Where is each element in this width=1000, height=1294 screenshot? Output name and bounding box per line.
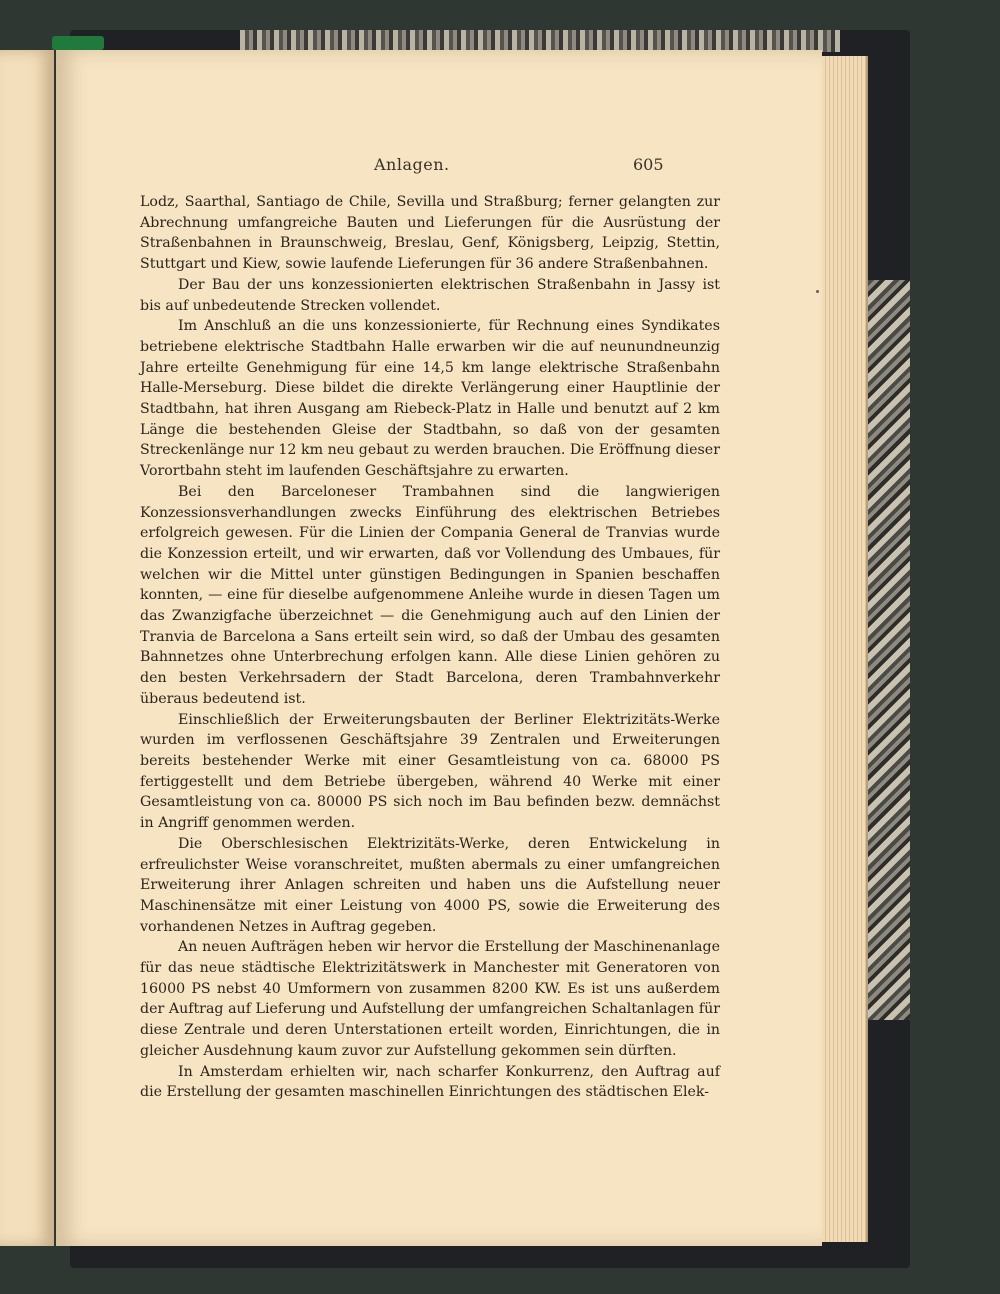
page-number: 605 [633, 155, 664, 174]
paragraph-2: Der Bau der uns konzessionierten elektrischen Straßenbahn in Jassy ist bis auf unbedeutende Strecken vollendet. [140, 276, 720, 314]
page-speck [816, 290, 819, 293]
paragraph-8: In Amsterdam erhielten wir, nach scharfer Konkurrenz, den Auftrag auf die Erstellung der gesamten maschinellen Einrichtungen des städtischen Elek- [140, 1063, 720, 1101]
left-page [0, 50, 54, 1246]
paragraph-1: Lodz, Saarthal, Santiago de Chile, Sevilla und Straßburg; ferner gelangten zur Abrechnung umfangreiche Bauten und Lieferungen für die Ausrüstung der Straßenbahnen in Braunschweig, Breslau, Genf, Königsberg, Leipzig, Stettin, Stuttgart und Kiew, sowie laufende Lieferungen für 36 andere Straßenbahnen. [140, 194, 720, 273]
paragraph-3: Im Anschluß an die uns konzessionierte, für Rechnung eines Syndikates betriebene elektrische Stadtbahn Halle erwarben wir die auf neunundneunzig Jahre erteilte Genehmigung für eine 14,5 km lange elektrische Straßenbahn Halle-Merseburg. Diese bildet die direkte Verlängerung einer Hauptlinie der Stadtbahn, hat ihren Ausgang am Riebeck-Platz in Halle und benutzt auf 2 km Länge die bestehenden Gleise der Stadtbahn, so daß von der gesamten Streckenlänge nur 12 km neu gebaut zu werden brauchen. Die Eröffnung dieser Vorortbahn steht im laufenden Geschäftsjahre zu erwarten. [140, 318, 720, 480]
paragraph-5: Einschließlich der Erweiterungsbauten der Berliner Elektrizitäts-Werke wurden im verflossenen Geschäftsjahre 39 Zentralen und Erweiterungen bereits bestehender Werke mit einer Gesamtleistung von ca. 68000 PS fertiggestellt und dem Betriebe übergeben, während 40 Werke mit einer Gesamtleistung von ca. 80000 PS sich noch im Bau befinden bezw. demnächst in Angriff genommen werden. [140, 711, 720, 832]
bookmark-ribbon [52, 36, 104, 50]
paragraph-7: An neuen Aufträgen heben wir hervor die Erstellung der Maschinenanlage für das neue städtische Elektrizitätswerk in Manchester mit Generatoren von 16000 PS nebst 40 Umformern von zusammen 8200 KW. Es ist uns außerdem der Auftrag auf Lieferung und Aufstellung der umfangreichen Schaltanlagen für diese Zentrale und deren Unterstationen erteilt worden, Einrichtungen, die in gleicher Ausdehnung kaum zuvor zur Aufstellung gekommen sein dürften. [140, 939, 720, 1059]
book-page [56, 50, 822, 1246]
cover-marble-top [240, 30, 840, 52]
running-title: Anlagen. [374, 155, 450, 174]
page-edges [818, 56, 868, 1242]
paragraph-4: Bei den Barceloneser Trambahnen sind die langwierigen Konzessionsverhandlungen zwecks Einführung des elektrischen Betriebes erfolgreich gewesen. Für die Linien der Compania General de Tranvias wurde die Konzession erteilt, und wir erwarten, daß vor Vollendung des Umbaues, für welchen wir die Mittel unter günstigen Bedingungen in Spanien beschaffen konnten, — eine für dieselbe aufgenommene Anleihe wurde in diesen Tagen um das Zwanzigfache überzeichnet — die Genehmigung auch auf den Linien der Tranvia de Barcelona a Sans erteilt sein wird, so daß der Umbau des gesamten Bahnnetzes ohne Unterbrechung erfolgen kann. Alle diese Linien gehören zu den besten Verkehrsadern der Stadt Barcelona, deren Trambahnverkehr überaus bedeutend ist. [140, 483, 720, 707]
page-header [56, 155, 822, 185]
paragraph-6: Die Oberschlesischen Elektrizitäts-Werke, deren Entwickelung in erfreulichster Weise voranschreitet, mußten abermals zu einer umfangreichen Erweiterung ihrer Anlagen schreiten und haben uns die Aufstellung neuer Maschinensätze mit einer Leistung von 4000 PS, sowie die Erweiterung des vorhandenen Netzes in Auftrag gegeben. [140, 835, 720, 935]
body-text [140, 192, 720, 1103]
